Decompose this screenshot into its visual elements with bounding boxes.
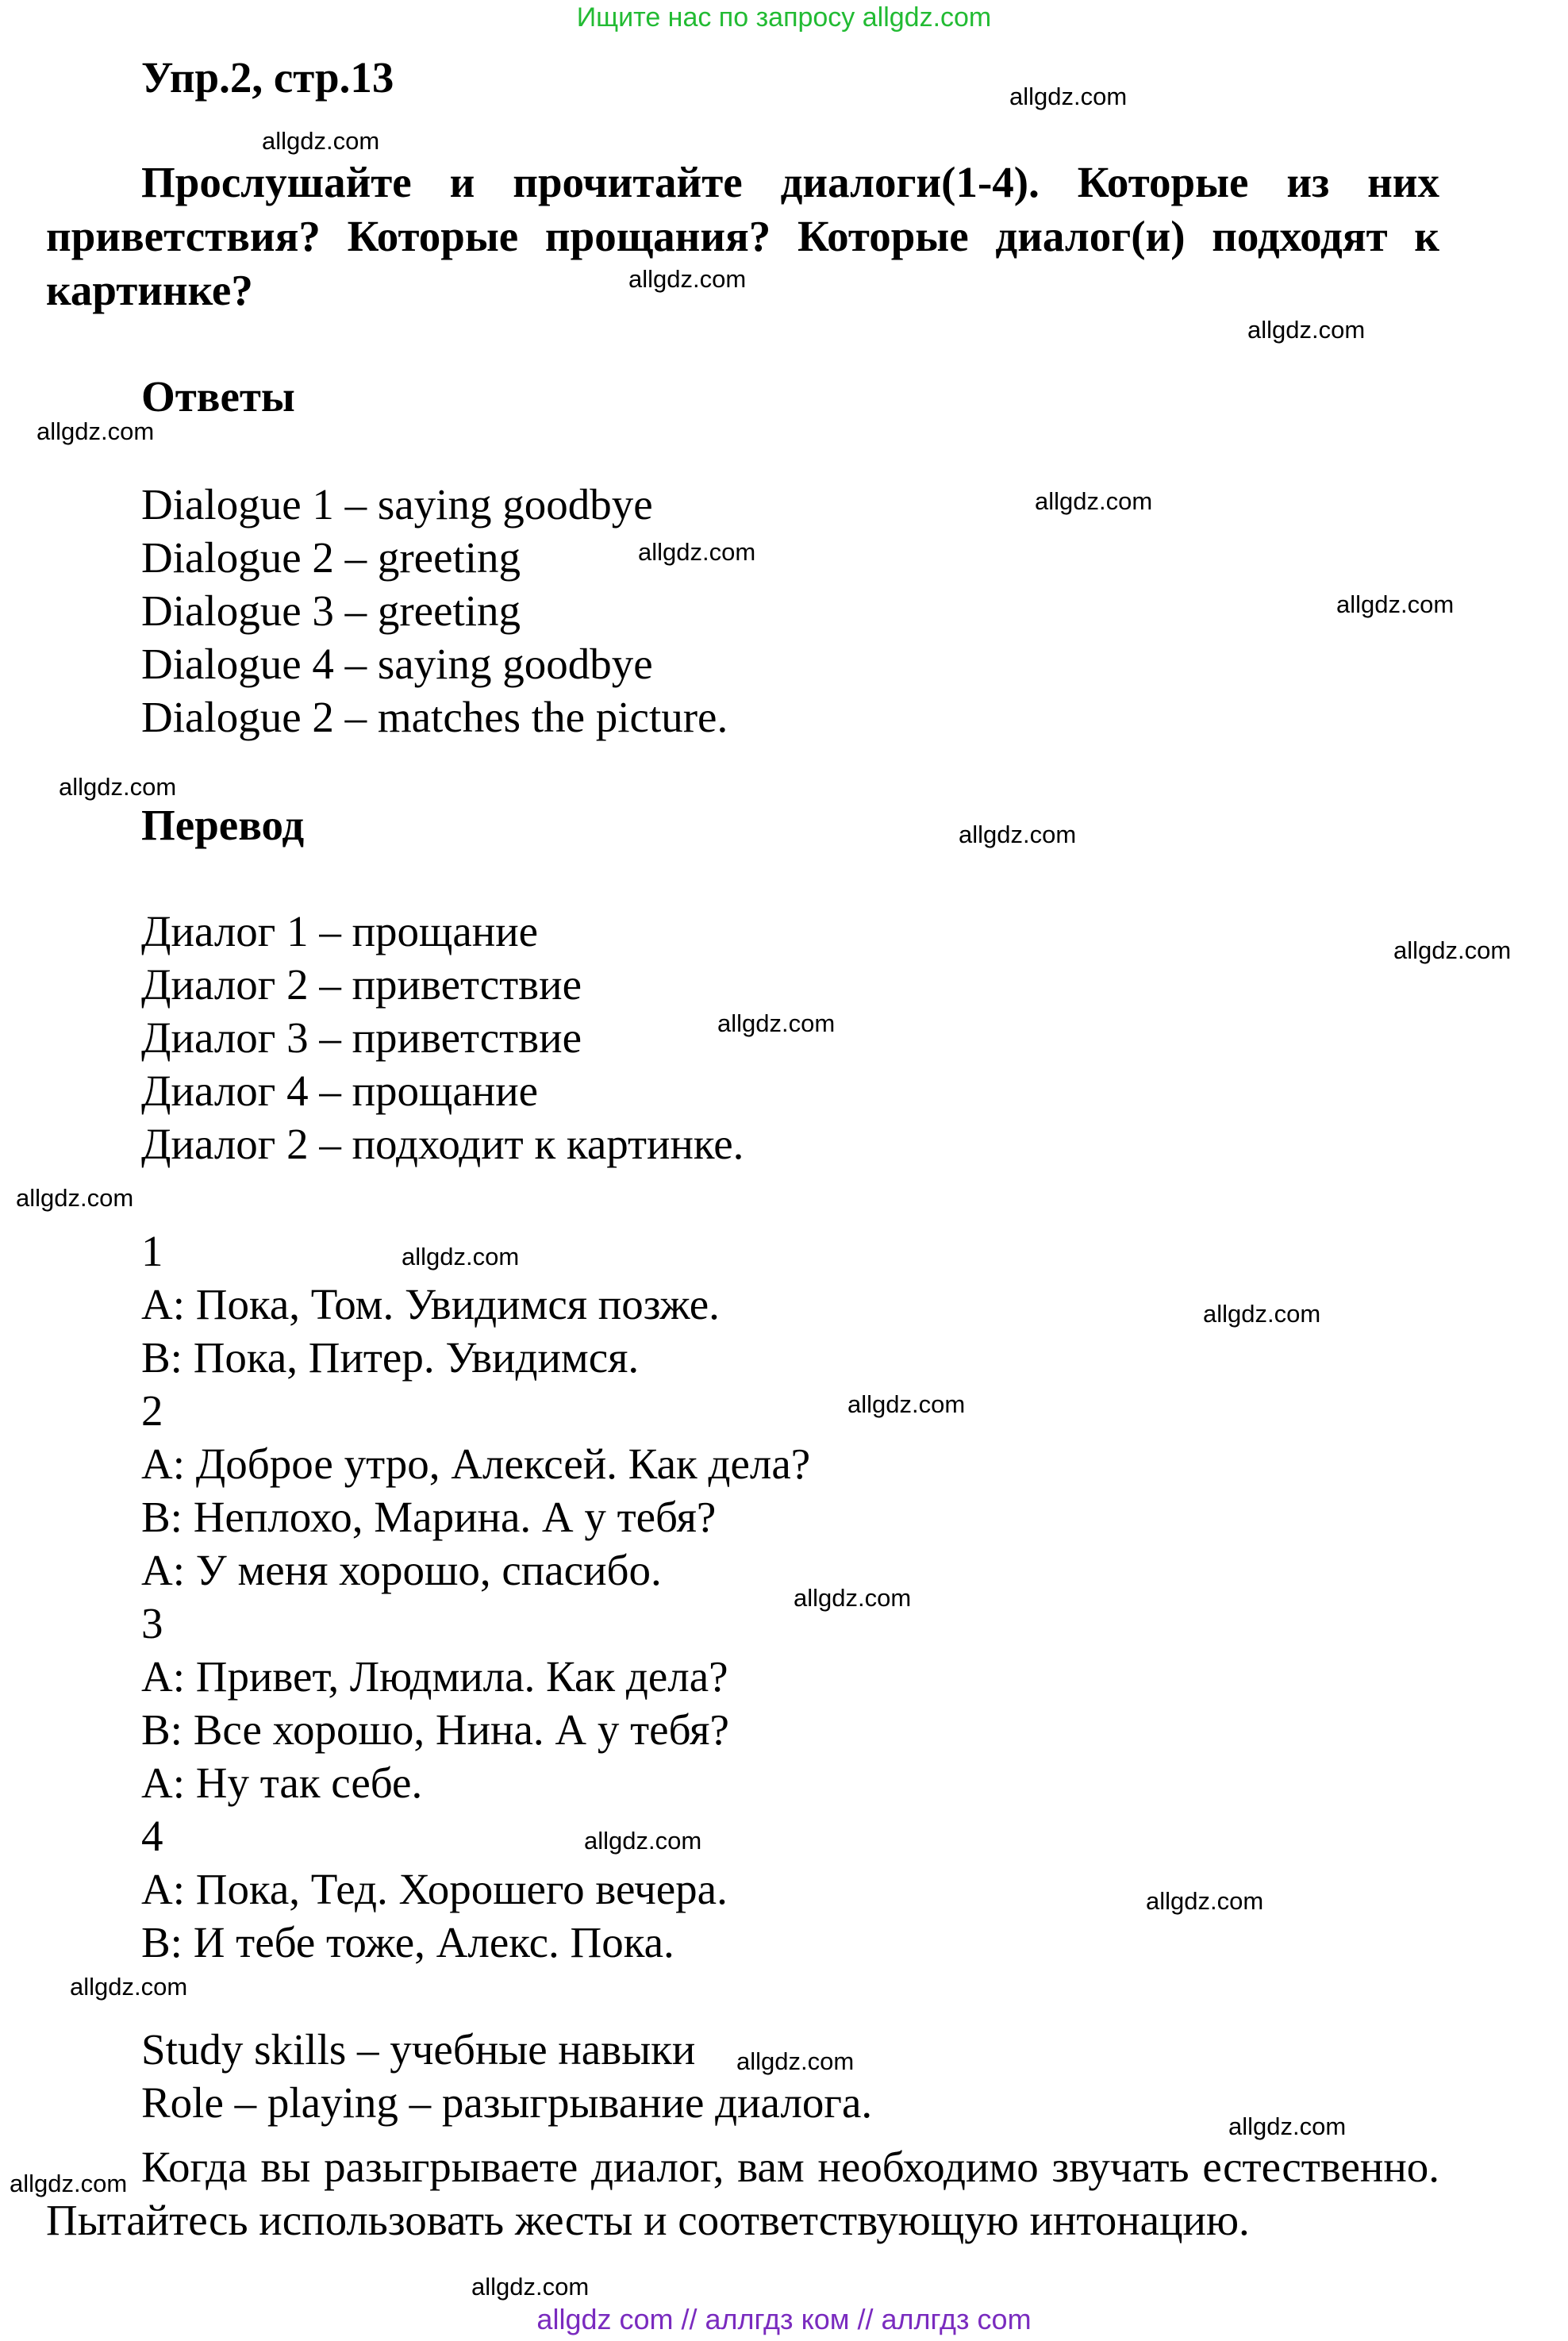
top-banner[interactable]: Ищите нас по запросу allgdz.com [576, 2, 992, 33]
translation-line: Диалог 3 – приветствие [141, 1013, 582, 1062]
watermark: allgdz.com [1247, 316, 1366, 344]
translation-line: Диалог 2 – подходит к картинке. [141, 1120, 744, 1168]
answer-line: Dialogue 2 – matches the picture. [141, 693, 728, 741]
watermark: allgdz.com [847, 1390, 966, 1418]
dialogue-number: 3 [141, 1599, 163, 1647]
watermark: allgdz.com [717, 1009, 836, 1037]
watermark: allgdz.com [10, 2170, 128, 2197]
dialogue-number: 4 [141, 1812, 163, 1860]
dialogue-line: A: Пока, Том. Увидимся позже. [141, 1280, 720, 1328]
watermark: allgdz.com [59, 773, 177, 801]
watermark: allgdz.com [736, 2047, 855, 2075]
answers-heading: Ответы [141, 372, 295, 421]
watermark: allgdz.com [628, 265, 747, 293]
footer-links[interactable]: allgdz com // аллгдз ком // аллгдз com [536, 2303, 1032, 2335]
answer-line: Dialogue 4 – saying goodbye [141, 640, 653, 688]
study-skills-line: Study skills – учебные навыки [141, 2025, 696, 2074]
answer-line: Dialogue 3 – greeting [141, 586, 521, 635]
watermark: allgdz.com [1336, 590, 1455, 618]
watermark: allgdz.com [70, 1973, 188, 2001]
dialogue-line: B: И тебе тоже, Алекс. Пока. [141, 1918, 674, 1966]
dialogue-line: A: У меня хорошо, спасибо. [141, 1546, 662, 1594]
dialogue-line: B: Неплохо, Марина. А у тебя? [141, 1493, 717, 1541]
exercise-title: Упр.2, стр.13 [141, 53, 394, 102]
dialogue-line: B: Все хорошо, Нина. А у тебя? [141, 1705, 729, 1754]
watermark: allgdz.com [638, 538, 756, 566]
watermark: allgdz.com [584, 1827, 702, 1855]
dialogue-line: A: Доброе утро, Алексей. Как дела? [141, 1440, 811, 1488]
final-paragraph: Когда вы разыгрываете диалог, вам необходимо звучать естественно. Пытайтесь использовать жесты и соответствующую интонацию. [46, 2143, 1439, 2244]
watermark: allgdz.com [1228, 2112, 1347, 2140]
watermark: allgdz.com [262, 127, 380, 155]
study-skills-line: Role – playing – разыгрывание диалога. [141, 2078, 873, 2127]
watermark: allgdz.com [959, 821, 1077, 848]
watermark: allgdz.com [794, 1584, 912, 1612]
dialogue-line: A: Привет, Людмила. Как дела? [141, 1652, 728, 1701]
dialogue-number: 2 [141, 1386, 163, 1435]
task-text: Прослушайте и прочитайте диалоги(1-4). Которые из них приветствия? Которые прощания? Которые диалог(и) подходят к картинке? [46, 158, 1439, 314]
dialogue-line: B: Пока, Питер. Увидимся. [141, 1333, 640, 1382]
answer-line: Dialogue 2 – greeting [141, 533, 521, 582]
watermark: allgdz.com [1203, 1300, 1321, 1328]
watermark: allgdz.com [1009, 83, 1128, 110]
translation-line: Диалог 4 – прощание [141, 1067, 539, 1115]
dialogue-number: 1 [141, 1227, 163, 1275]
dialogue-line: A: Пока, Тед. Хорошего вечера. [141, 1865, 728, 1913]
dialogue-line: A: Ну так себе. [141, 1759, 423, 1807]
watermark: allgdz.com [37, 417, 155, 445]
watermark: allgdz.com [16, 1184, 134, 1212]
translation-heading: Перевод [141, 801, 305, 849]
watermark: allgdz.com [1146, 1887, 1264, 1915]
watermark: allgdz.com [402, 1243, 520, 1270]
translation-line: Диалог 1 – прощание [141, 907, 539, 955]
answer-line: Dialogue 1 – saying goodbye [141, 480, 653, 529]
watermark: allgdz.com [471, 2273, 590, 2301]
translation-line: Диалог 2 – приветствие [141, 960, 582, 1009]
watermark: allgdz.com [1393, 936, 1512, 964]
watermark: allgdz.com [1035, 487, 1153, 515]
